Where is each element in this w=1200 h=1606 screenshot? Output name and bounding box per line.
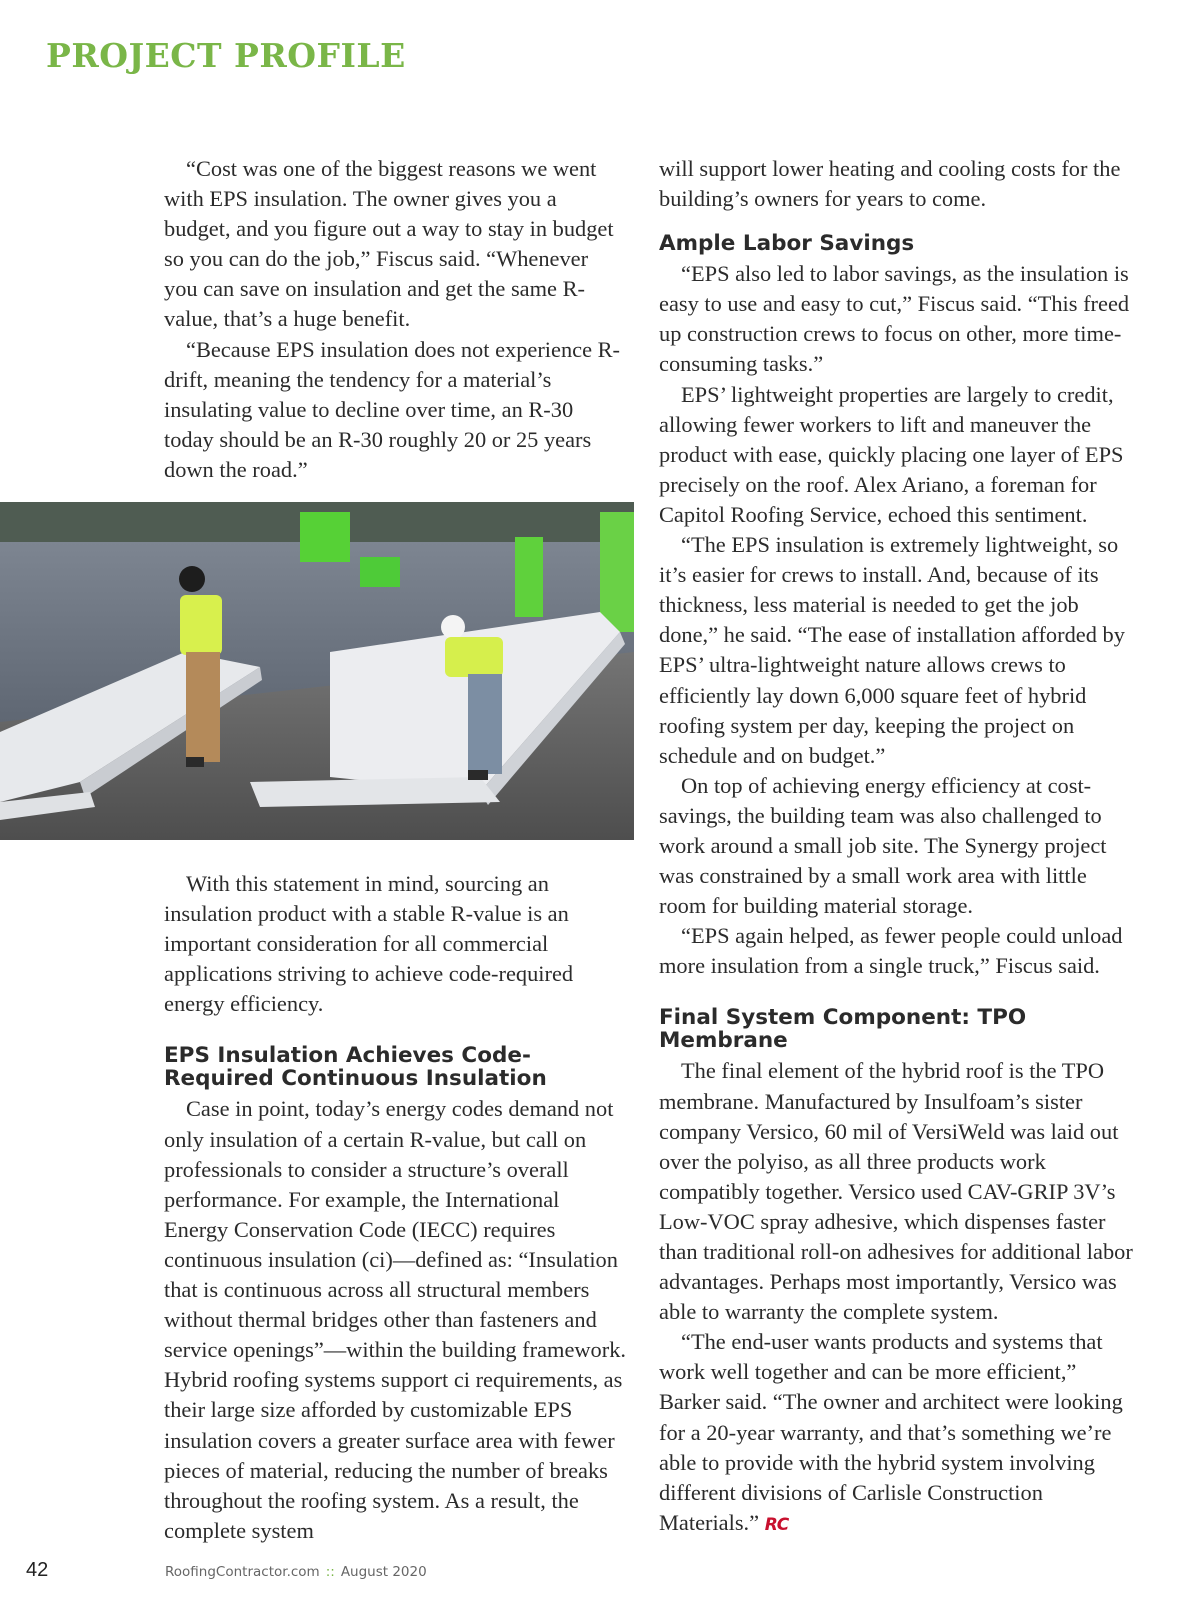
footer-separator: :: bbox=[325, 1564, 335, 1580]
section-heading: Final System Component: TPO Membrane bbox=[659, 1005, 1027, 1054]
left-column-bottom bbox=[164, 869, 626, 1546]
section-heading: EPS Insulation Achieves Code-Required Continuous Insulation bbox=[164, 1043, 547, 1092]
rc-end-mark: RC bbox=[764, 1514, 789, 1535]
issue-date: August 2020 bbox=[340, 1564, 427, 1580]
body-paragraph: “Because EPS insulation does not experience R-drift, meaning the tendency for a material’s insulating value to decline over time, an R-30 today should be an R-30 roughly 20 or 25 years down the road.” bbox=[164, 336, 621, 482]
body-paragraph: will support lower heating and cooling costs for the building’s owners for years to come. bbox=[659, 156, 1121, 212]
body-paragraph: “Cost was one of the biggest reasons we went with EPS insulation. The owner gives you a budget, and you figure out a way to stay in budget so you can do the job,” Fiscus said. “Whenever you can save on insulation and get the same R-value, that’s a huge benefit. bbox=[164, 156, 614, 332]
page-number: 42 bbox=[26, 1559, 49, 1581]
body-text: “The end-user wants products and systems that work well together and can be more efficient,” Barker said. “The owner and architect were looking for a 20-year warranty, and that’s something we’re able to provide with the hybrid system involving different divisions of Carlisle Construction Materials.” bbox=[659, 1329, 1123, 1535]
body-paragraph: “EPS also led to labor savings, as the insulation is easy to use and easy to cut,” Fiscus said. “This freed up construction crews to focus on other, more time-consuming tasks.” bbox=[659, 261, 1130, 377]
body-paragraph: EPS’ lightweight properties are largely to credit, allowing fewer workers to lift and maneuver the product with ease, quickly placing one layer of EPS precisely on the roof. Alex Ariano, a foreman for Capitol Roofing Service, echoed this sentiment. bbox=[659, 381, 1124, 527]
body-paragraph: The final element of the hybrid roof is the TPO membrane. Manufactured by Insulfoam’s sister company Versico, 60 mil of VersiWeld was laid out over the polyiso, as all three products work compatibly together. Versico used CAV-GRIP 3V’s Low-VOC spray adhesive, which dispenses faster than traditional roll-on adhesives for additional labor advantages. Perhaps most importantly, Versico was able to warranty the complete system. bbox=[659, 1058, 1133, 1325]
right-column bbox=[659, 154, 1135, 1540]
body-paragraph: Case in point, today’s energy codes demand not only insulation of a certain R-value, but call on professionals to consider a structure’s overall performance. For example, the International Energy Conservation Code (IECC) requires continuous insulation (ci)—defined as: “Insulation that is continuous across all structural members without thermal bridges other than fasteners and service openings”—within the building framework. Hybrid roofing systems support ci requirements, as their large size afforded by customizable EPS insulation covers a greater surface area with fewer pieces of material, reducing the number of breaks throughout the roofing system. As a result, the complete system bbox=[164, 1096, 627, 1543]
section-label: PROJECT PROFILE bbox=[46, 36, 406, 75]
footer-credit bbox=[165, 1564, 427, 1580]
body-paragraph bbox=[659, 1327, 1135, 1540]
section-heading: Ample Labor Savings bbox=[659, 231, 915, 257]
body-paragraph: With this statement in mind, sourcing an insulation product with a stable R-value is an important consideration for all commercial applications striving to achieve code-required energy efficiency. bbox=[164, 871, 574, 1017]
left-column-top bbox=[164, 154, 626, 485]
body-paragraph: “EPS again helped, as fewer people could unload more insulation from a single truck,” Fiscus said. bbox=[659, 923, 1123, 979]
body-paragraph: On top of achieving energy efficiency at cost-savings, the building team was also challenged to work around a small job site. The Synergy project was constrained by a small work area with little room for building material storage. bbox=[659, 772, 1107, 919]
body-paragraph: “The EPS insulation is extremely lightweight, so it’s easier for crews to install. And, because of its thickness, less material is needed to get the job done,” he said. “The ease of installation afforded by EPS’ ultra-lightweight nature allows crews to efficiently lay down 6,000 square feet of hybrid roofing system per day, keeping the project on schedule and on budget.” bbox=[659, 532, 1125, 768]
site-name: RoofingContractor.com bbox=[165, 1564, 320, 1580]
roof-installation-photo bbox=[0, 502, 634, 840]
